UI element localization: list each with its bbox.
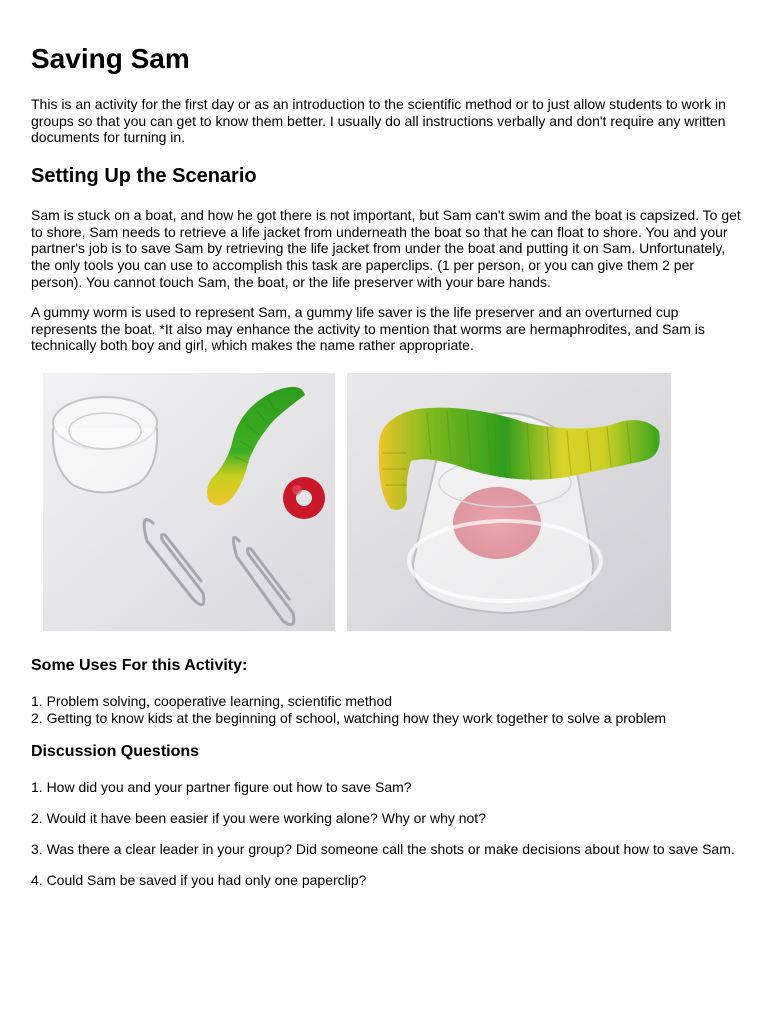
discussion-question-1: 1. How did you and your partner figure out how to save Sam? bbox=[31, 779, 412, 795]
uses-item-2: 2. Getting to know kids at the beginning of school, watching how they work together to solve a problem bbox=[31, 710, 667, 726]
uses-heading: Some Uses For this Activity: bbox=[31, 657, 248, 674]
discussion-heading: Discussion Questions bbox=[31, 743, 200, 760]
page-title: Saving Sam bbox=[31, 43, 190, 74]
scenario-paragraph-2: A gummy worm is used to represent Sam, a gummy life saver is the life preserver and an overturned cup represents the boat. *It also may enhance the activity to mention that worms are hermaphrodites, and Sam is technically both boy and girl, which makes the name rather appropriate. bbox=[31, 304, 705, 354]
discussion-question-4: 4. Could Sam be saved if you had only one paperclip? bbox=[31, 872, 367, 888]
discussion-question-2: 2. Would it have been easier if you were working alone? Why or why not? bbox=[31, 810, 486, 826]
uses-item-1: 1. Problem solving, cooperative learning, scientific method bbox=[31, 693, 393, 709]
scenario-paragraph-1: Sam is stuck on a boat, and how he got there is not important, but Sam can't swim and the boat is capsized. To get to shore, Sam needs to retrieve a life jacket from underneath the boat so that he can float to shore. You and your partner's job is to save Sam by retrieving the life jacket from under the boat and putting it on Sam. Unfortunately, the only tools you can use to accomplish this task are paperclips. (1 per person, or you can give them 2 per person). You cannot touch Sam, the boat, or the life preserver with your bare hands. bbox=[31, 207, 741, 290]
section-heading-scenario: Setting Up the Scenario bbox=[31, 165, 257, 187]
photo-materials bbox=[43, 373, 335, 631]
intro-paragraph: This is an activity for the first day or as an introduction to the scientific method or to just allow students to work in groups so that you can get to know them better. I usually do all instructions verbally and don't require any written documents for turning in. bbox=[31, 96, 726, 146]
discussion-question-3: 3. Was there a clear leader in your group? Did someone call the shots or make decisions about how to save Sam. bbox=[31, 841, 735, 857]
photo-setup bbox=[347, 373, 671, 631]
